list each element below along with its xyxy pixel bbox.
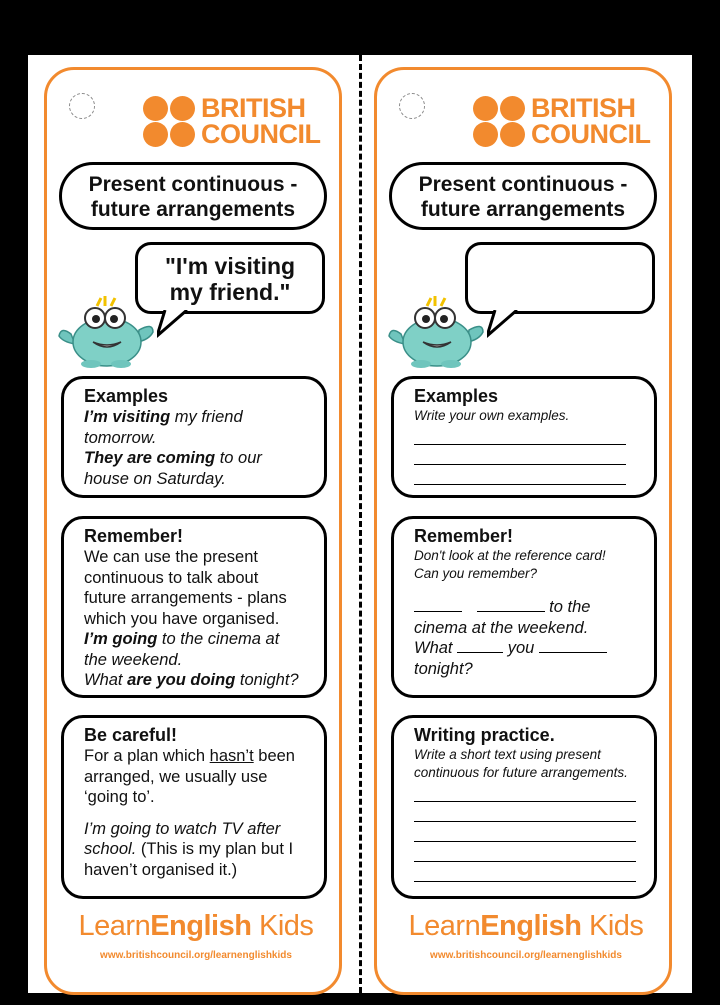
footer-url: www.britishcouncil.org/learnenglishkids	[430, 950, 622, 961]
speech-bubble-tail	[157, 310, 197, 340]
writing-line[interactable]	[414, 782, 636, 802]
be-careful-box: Be careful! For a plan which hasn’t been arranged, we usually use ‘going to’. I’m going to watch TV after school. (This is my plan but I haven’t organised it.)	[61, 715, 327, 899]
logo-line-2: COUNCIL	[531, 119, 651, 149]
writing-line[interactable]	[414, 842, 636, 862]
writing-line[interactable]	[414, 862, 636, 882]
writing-line[interactable]	[414, 425, 626, 445]
card-title: Present continuous - future arrangements	[389, 162, 657, 230]
blank-input[interactable]	[414, 597, 462, 612]
logo-dots-icon	[141, 93, 197, 149]
examples-box: Examples I’m visiting my friend tomorrow. They are coming to our house on Saturday.	[61, 376, 327, 498]
examples-heading: Examples	[84, 386, 169, 406]
logo-dots-icon	[471, 93, 527, 149]
writing-practice-heading: Writing practice.	[414, 725, 555, 745]
writing-line[interactable]	[414, 822, 636, 842]
practice-bookmark	[374, 67, 672, 995]
reference-bookmark	[44, 67, 342, 995]
writing-line[interactable]	[414, 465, 626, 485]
remember-heading: Remember!	[84, 526, 184, 546]
blank-input[interactable]	[457, 638, 503, 653]
punch-hole-icon	[69, 93, 95, 119]
speech-bubble: "I'm visiting my friend."	[135, 242, 325, 314]
writing-line[interactable]	[414, 445, 626, 465]
remember-practice-box: Remember! Don't look at the reference card! Can you remember? to the cinema at the weekend. What you tonight?	[391, 516, 657, 698]
writing-line[interactable]	[414, 802, 636, 822]
punch-hole-icon	[399, 93, 425, 119]
blank-input[interactable]	[539, 638, 607, 653]
remember-heading: Remember!	[414, 526, 514, 546]
blank-input[interactable]	[477, 597, 545, 612]
footer-url: www.britishcouncil.org/learnenglishkids	[100, 950, 292, 961]
empty-speech-bubble[interactable]	[465, 242, 655, 314]
worksheet	[28, 55, 692, 993]
logo-line-1: BRITISH	[201, 93, 306, 123]
remember-box: Remember! We can use the present continuous to talk about future arrangements - plans which you have organised. I’m going to the cinema at the weekend. What are you doing tonight?	[61, 516, 327, 698]
british-council-logo	[471, 92, 651, 150]
be-careful-heading: Be careful!	[84, 725, 178, 745]
card-title: Present continuous - future arrangements	[59, 162, 327, 230]
british-council-logo	[141, 92, 321, 150]
logo-line-2: COUNCIL	[201, 119, 321, 149]
learnenglish-kids-logo: LearnEnglish Kids	[408, 910, 644, 942]
writing-practice-box: Writing practice. Write a short text using present continuous for future arrangements.	[391, 715, 657, 899]
logo-line-1: BRITISH	[531, 93, 636, 123]
examples-practice-box: Examples Write your own examples.	[391, 376, 657, 498]
speech-bubble-tail	[487, 310, 527, 340]
examples-heading: Examples	[414, 386, 499, 406]
learnenglish-kids-logo: LearnEnglish Kids	[78, 910, 314, 942]
cut-line	[359, 55, 362, 993]
